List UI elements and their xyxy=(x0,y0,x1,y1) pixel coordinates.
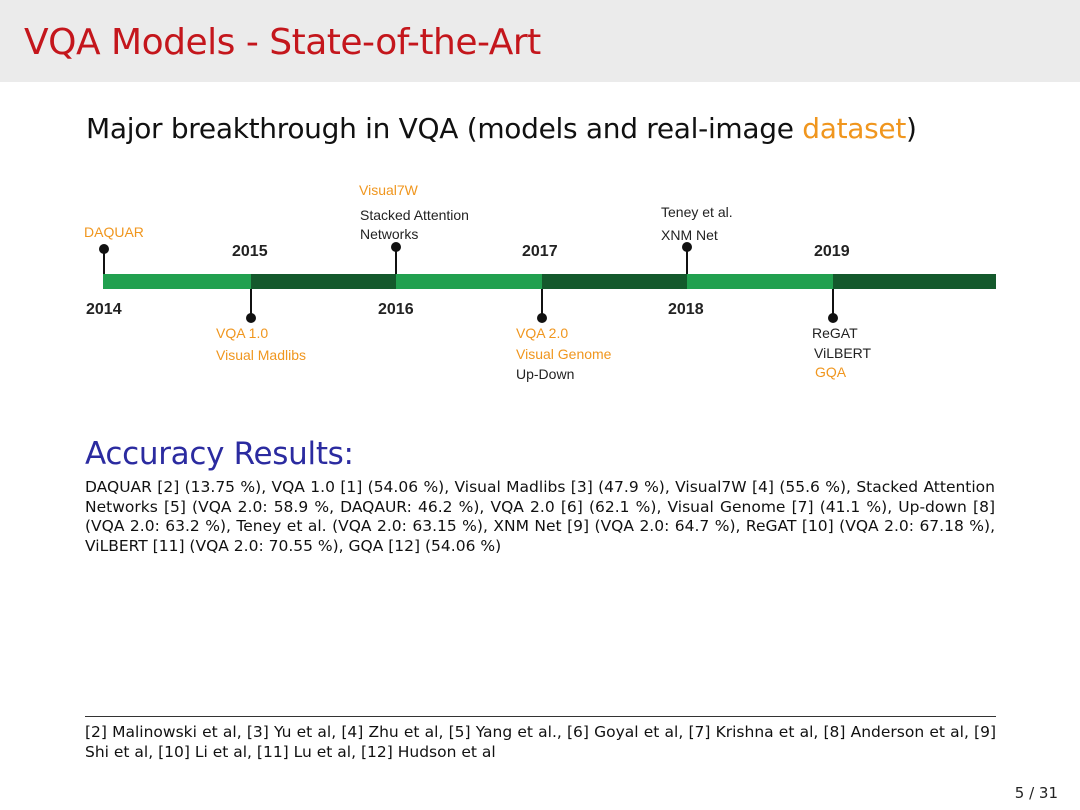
event-2017-label-2: Visual Genome xyxy=(516,346,612,362)
event-2017-label-3: Up-Down xyxy=(516,366,575,382)
marker-2015-stem xyxy=(250,289,252,316)
accuracy-heading: Accuracy Results: xyxy=(85,436,354,472)
subtitle-close: ) xyxy=(906,112,917,145)
year-2016: 2016 xyxy=(378,301,414,318)
event-2014-label-1: DAQUAR xyxy=(84,224,144,240)
footnote-divider xyxy=(85,716,996,717)
event-2016-label-2: Networks xyxy=(360,226,419,242)
year-2015: 2015 xyxy=(232,243,268,260)
year-2018: 2018 xyxy=(668,301,704,318)
slide-title: VQA Models - State-of-the-Art xyxy=(24,22,541,63)
timeline-segment-2014 xyxy=(103,274,251,289)
timeline-segment-2019 xyxy=(833,274,996,289)
event-2019-label-1: ReGAT xyxy=(812,325,858,341)
marker-2017-stem xyxy=(541,289,543,316)
marker-2014-stem xyxy=(103,249,105,274)
event-2019-label-2: ViLBERT xyxy=(814,345,872,361)
page-number: 5 / 31 xyxy=(1014,784,1058,802)
marker-2015-dot xyxy=(246,313,256,323)
subtitle-highlight: dataset xyxy=(802,112,907,145)
marker-2019-stem xyxy=(832,289,834,316)
event-2016-label-1: Stacked Attention xyxy=(360,207,469,223)
event-2018-label-1: Teney et al. xyxy=(661,204,733,220)
event-2016-label-top: Visual7W xyxy=(359,182,418,198)
year-2017: 2017 xyxy=(522,243,558,260)
slide-header xyxy=(0,0,1080,82)
event-2015-label-1: VQA 1.0 xyxy=(216,325,269,341)
accuracy-paragraph: DAQUAR [2] (13.75 %), VQA 1.0 [1] (54.06 %), Visual Madlibs [3] (47.9 %), Visual7W [4] (55.6 %), Stacked Attention Networks [5] (VQA 2.0: 58.9 %, DAQAUR: 46.2 %), VQA 2.0 [6] (62.1 %), Visual Genome [7] (41.1 %), Up-down [8] (VQA 2.0: 63.2 %), Teney et al. (VQA 2.0: 63.15 %), XNM Net [9] (VQA 2.0: 64.7 %), ReGAT [10] (VQA 2.0: 67.18 %), ViLBERT [11] (VQA 2.0: 70.55 %), GQA [12] (54.06 %) xyxy=(85,478,995,555)
event-2018-label-2: XNM Net xyxy=(661,227,718,243)
marker-2018-stem xyxy=(686,247,688,274)
event-2015-label-2: Visual Madlibs xyxy=(216,347,307,363)
year-2019: 2019 xyxy=(814,243,850,260)
marker-2019-dot xyxy=(828,313,838,323)
marker-2017-dot xyxy=(537,313,547,323)
subtitle-text: Major breakthrough in VQA (models and real-image xyxy=(86,112,803,145)
marker-2016-stem xyxy=(395,247,397,274)
timeline-segment-2016 xyxy=(396,274,542,289)
year-2014: 2014 xyxy=(86,301,122,318)
event-2019-label-3: GQA xyxy=(815,364,847,380)
timeline-segment-2018 xyxy=(687,274,833,289)
footnote-references: [2] Malinowski et al, [3] Yu et al, [4] Zhu et al, [5] Yang et al., [6] Goyal et al, [7] Krishna et al, [8] Anderson et al, [9] Shi et al, [10] Li et al, [11] Lu et al, [12] Hudson et al xyxy=(85,723,996,761)
slide-subtitle xyxy=(86,112,917,145)
timeline-segment-2015 xyxy=(251,274,396,289)
timeline-segment-2017 xyxy=(542,274,687,289)
event-2017-label-1: VQA 2.0 xyxy=(516,325,569,341)
timeline xyxy=(0,175,1080,395)
